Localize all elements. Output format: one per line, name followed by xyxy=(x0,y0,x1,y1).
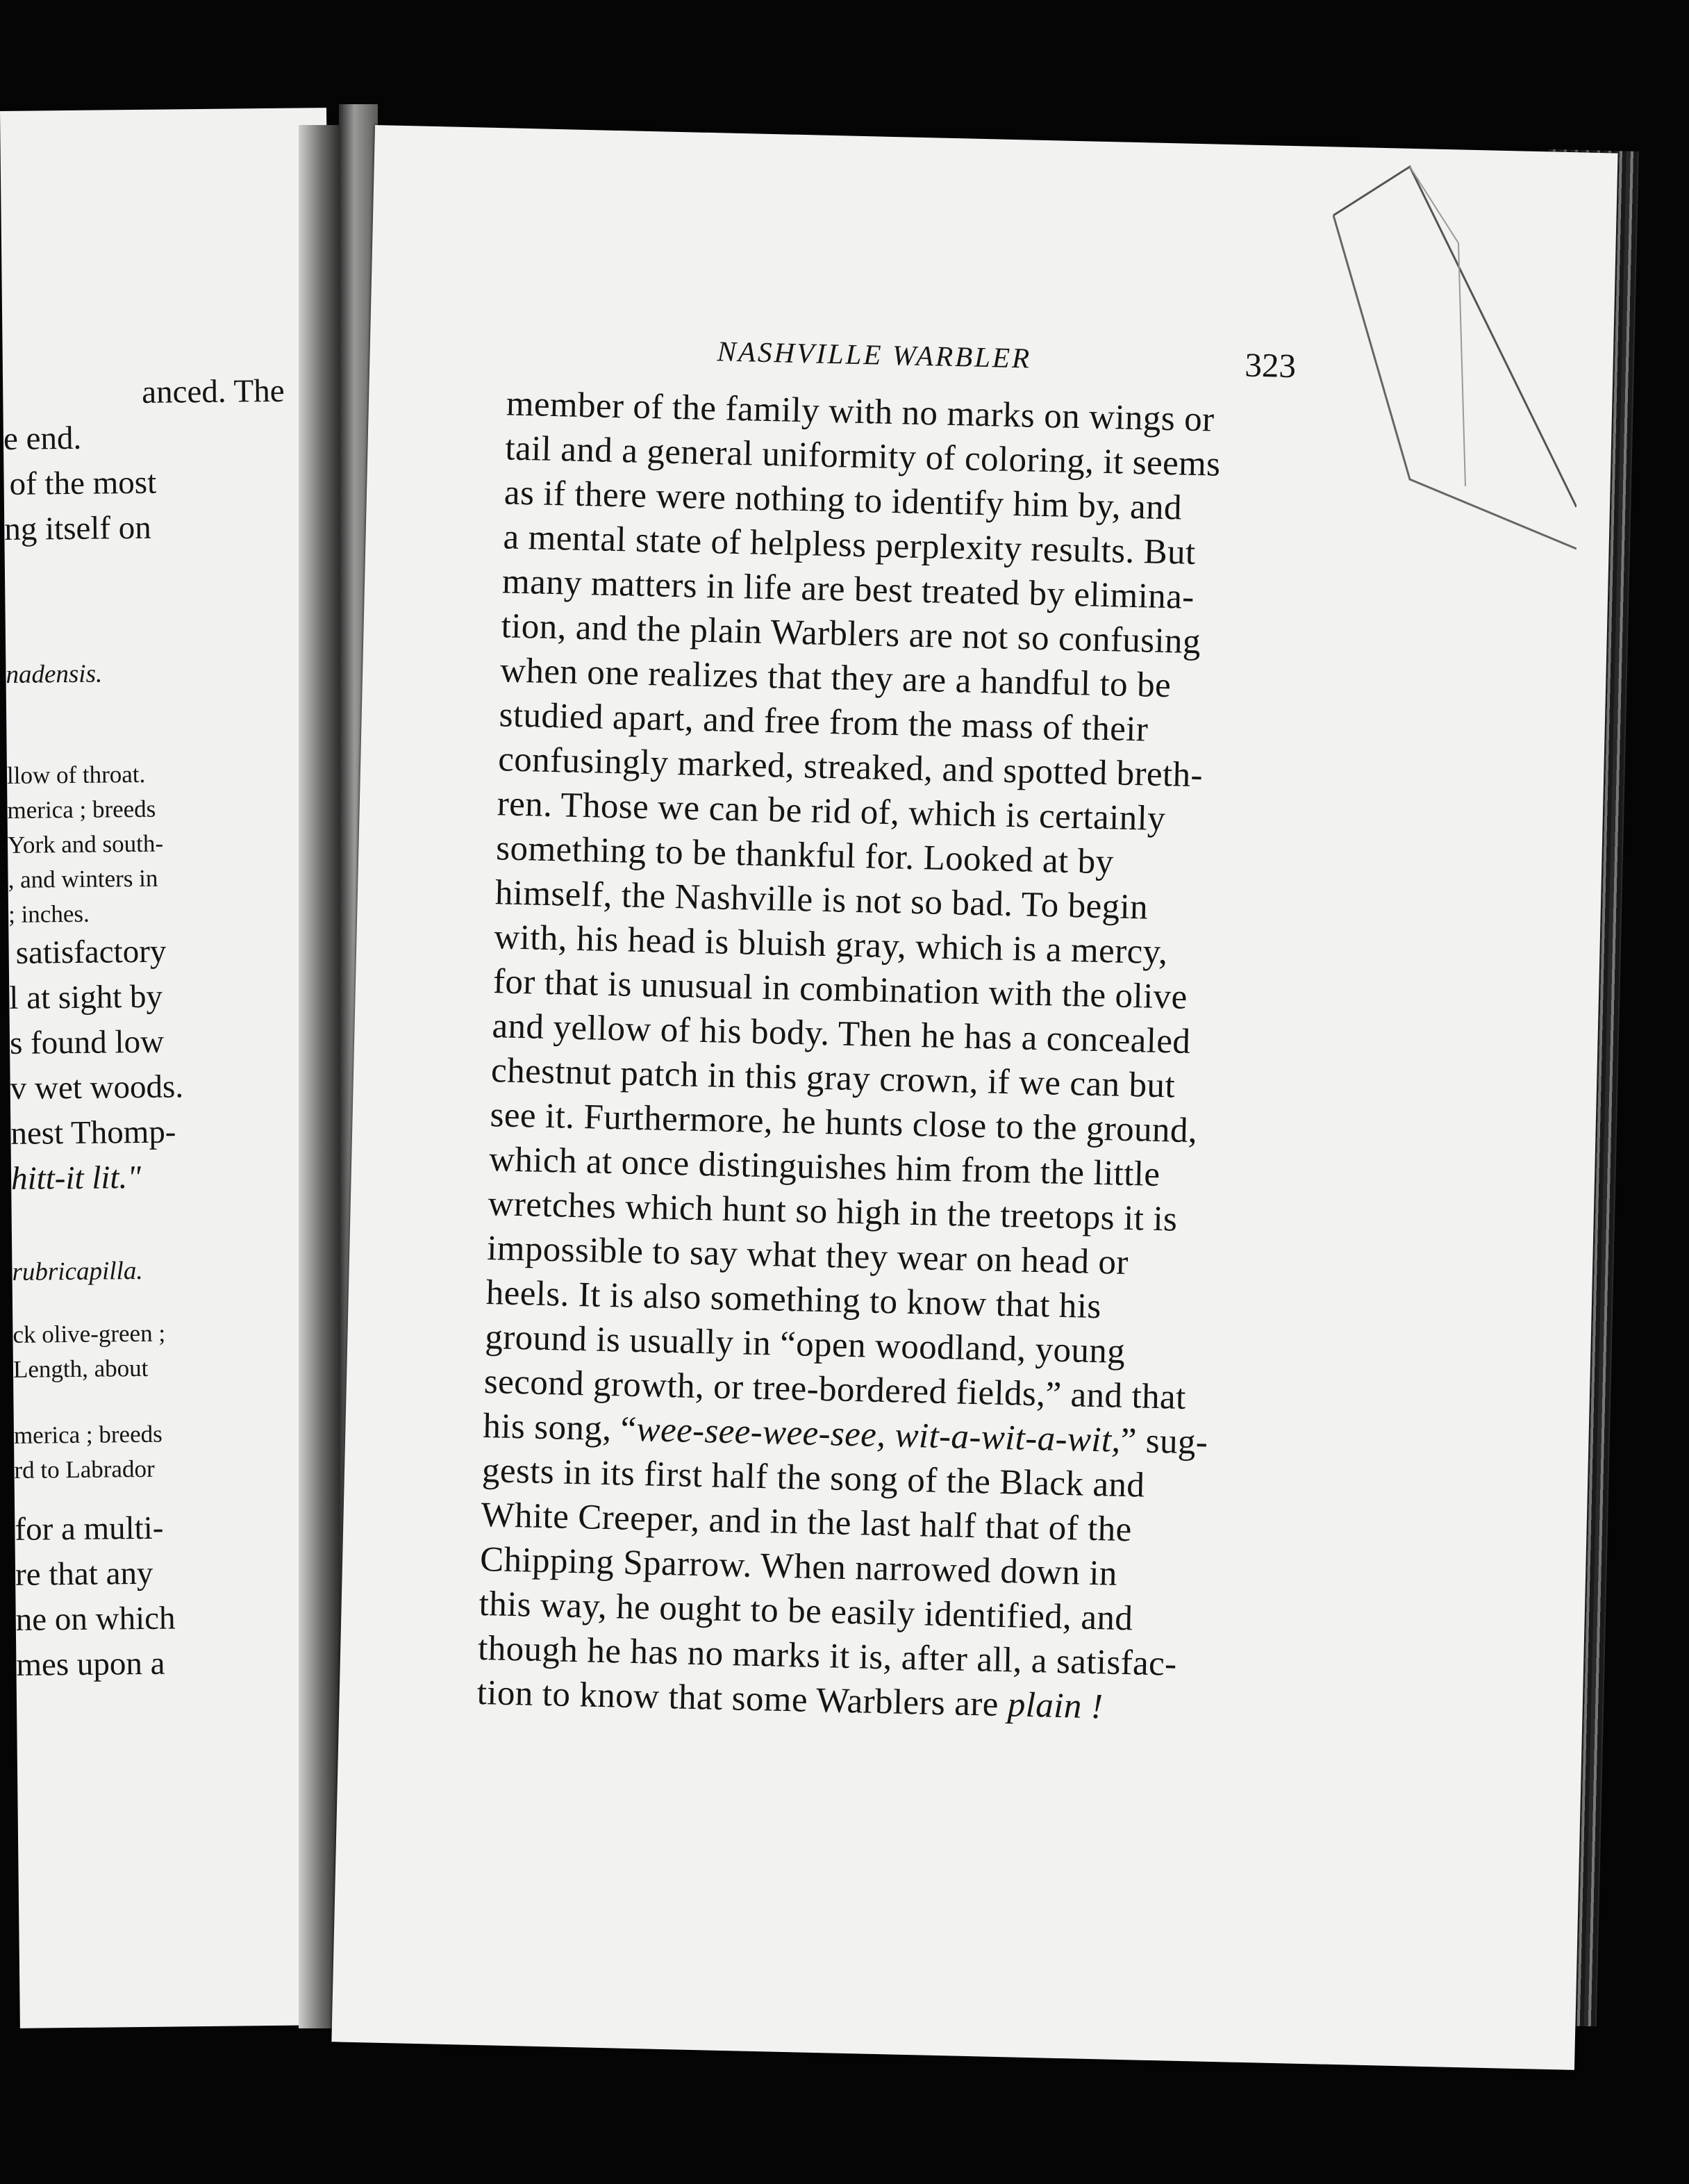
left-page-line: for a multi- xyxy=(15,1509,164,1548)
left-page-line: anced. The xyxy=(141,372,285,411)
folded-corner xyxy=(1313,160,1576,632)
left-page-line: ng itself on xyxy=(4,509,152,547)
left-page-line: merica ; breeds xyxy=(7,795,156,824)
text-line: gests in its first half the song of the Black and xyxy=(481,1451,1145,1505)
text-line: wretches which hunt so high in the treetops it is xyxy=(488,1184,1178,1239)
left-page-line: v wet woods. xyxy=(10,1068,184,1107)
text-line: confusingly marked, streaked, and spotted breth- xyxy=(497,740,1204,795)
left-page-line: York and south- xyxy=(7,829,164,859)
left-page-line: merica ; breeds xyxy=(13,1420,163,1449)
text-line: White Creeper, and in the last half that of the xyxy=(481,1495,1133,1550)
text-line: tion, and the plain Warblers are not so confusing xyxy=(501,606,1201,662)
running-head: NASHVILLE WARBLER xyxy=(717,335,1032,374)
left-page-line: hitt-it lit." xyxy=(10,1159,142,1197)
text-line: ren. Those we can be rid of, which is certainly xyxy=(497,784,1166,839)
left-page-line: mes upon a xyxy=(16,1645,165,1683)
text-line: second growth, or tree-bordered fields,” and that xyxy=(483,1362,1187,1417)
text-line: as if there were nothing to identify him by, and xyxy=(504,473,1183,528)
left-page-line: re that any xyxy=(15,1555,153,1593)
text-line: impossible to say what they wear on head or xyxy=(486,1229,1129,1283)
text-line: ground is usually in “open woodland, young xyxy=(484,1318,1126,1371)
text-line: and yellow of his body. Then he has a concealed xyxy=(491,1007,1191,1061)
text-line: see it. Furthermore, he hunts close to the ground, xyxy=(490,1095,1198,1151)
left-page-line: , and winters in xyxy=(8,864,158,893)
song-lead: his song, “ xyxy=(482,1407,638,1450)
text-line: himself, the Nashville is not so bad. To begin xyxy=(494,873,1149,927)
left-page-line: nadensis. xyxy=(6,659,103,689)
final-italic: plain ! xyxy=(1007,1685,1104,1727)
page-number: 323 xyxy=(1244,345,1297,386)
text-line: which at once distinguishes him from the little xyxy=(488,1140,1161,1195)
text-line: chestnut patch in this gray crown, if we can but xyxy=(490,1051,1176,1106)
song-tail: ” sug- xyxy=(1120,1421,1208,1462)
left-page-line: s found low xyxy=(9,1023,165,1061)
left-page-line: llow of throat. xyxy=(6,760,146,789)
left-page-line: ; inches. xyxy=(8,900,90,928)
text-line: though he has no marks it is, after all, a satisfac- xyxy=(477,1628,1178,1684)
left-page-line: ck olive-green ; xyxy=(13,1319,166,1348)
text-line: with, his head is bluish gray, which is a mercy, xyxy=(493,918,1168,973)
text-line: a mental state of helpless perplexity results. But xyxy=(502,518,1197,572)
text-line: for that is unusual in combination with the olive xyxy=(492,962,1188,1017)
text-line: when one realizes that they are a handful to be xyxy=(499,651,1172,706)
left-page-line: rd to Labrador xyxy=(14,1455,155,1484)
left-page-line: Length, about xyxy=(13,1354,149,1383)
left-page-line: of the most xyxy=(9,464,157,502)
text-line: many matters in life are best treated by elimina- xyxy=(501,562,1195,617)
text-line: heels. It is also something to know that his xyxy=(485,1273,1102,1327)
left-page-line: ne on which xyxy=(15,1600,176,1638)
left-page-line: e end. xyxy=(3,420,82,457)
song-words: wee-see-wee-see, wit-a-wit-a-wit, xyxy=(636,1410,1122,1460)
left-page-line: rubricapilla. xyxy=(12,1256,143,1287)
text-line: something to be thankful for. Looked at by xyxy=(495,829,1115,882)
left-page-line: l at sight by xyxy=(9,978,163,1016)
text-line: this way, he ought to be easily identified, and xyxy=(479,1584,1133,1639)
text-line: Chipping Sparrow. When narrowed down in xyxy=(479,1539,1118,1594)
left-page-line: satisfactory xyxy=(15,933,167,971)
left-page-line: nest Thomp- xyxy=(10,1114,176,1152)
text-line: member of the family with no marks on wings or xyxy=(506,384,1215,440)
text-line: studied apart, and free from the mass of their xyxy=(499,695,1149,750)
final-lead: tion to know that some Warblers are xyxy=(476,1673,1008,1725)
text-line: tail and a general uniformity of coloring, it seems xyxy=(504,429,1222,484)
